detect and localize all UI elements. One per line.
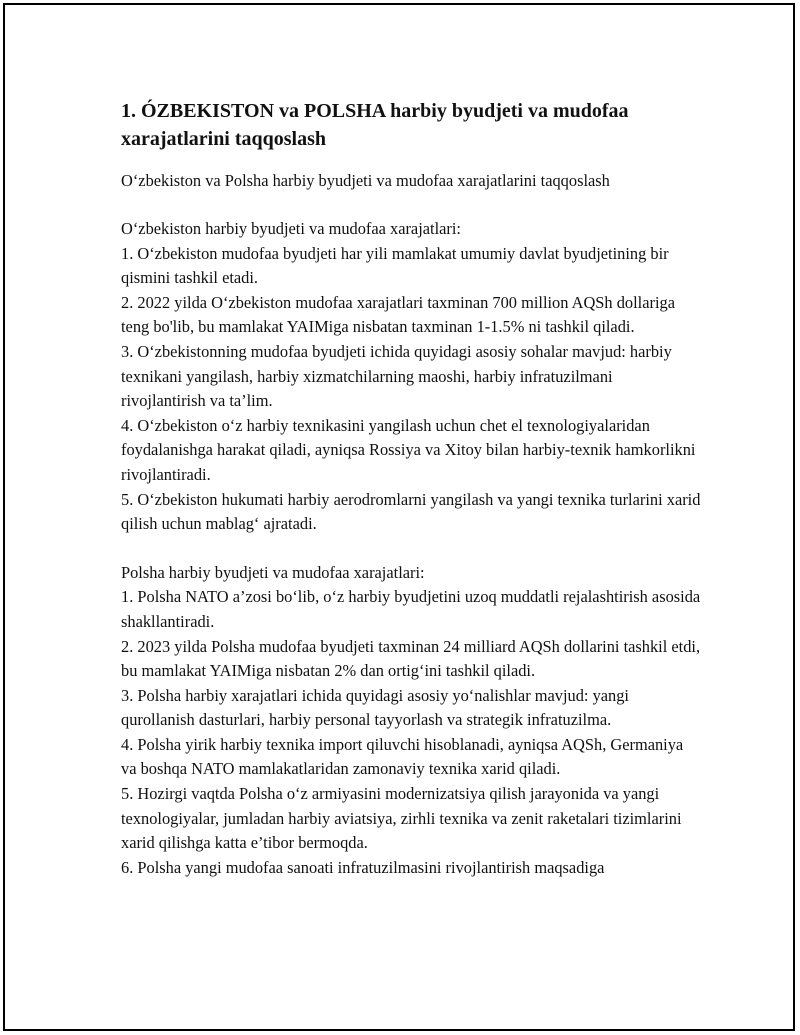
list-item: 2. 2023 yilda Polsha mudofaa byudjeti taxminan 24 milliard AQSh dollarini tashkil etdi, bu mamlakat YAIMiga nisbatan 2% dan ortig‘ini tashkil qiladi. (121, 636, 705, 681)
list-item: 4. O‘zbekiston o‘z harbiy texnikasini yangilash uchun chet el texnologiyalaridan foydalanishga harakat qiladi, ayniqsa Rossiya va Xitoy bilan harbiy-texnik hamkorlikni rivojlantiradi. (121, 415, 700, 484)
document-subtitle: O‘zbekiston va Polsha harbiy byudjeti va mudofaa xarajatlarini taqqoslash (121, 171, 610, 190)
list-item: 1. O‘zbekiston mudofaa byudjeti har yili mamlakat umumiy davlat byudjetining bir qismini tashkil etadi. (121, 243, 673, 288)
list-item: 5. Hozirgi vaqtda Polsha o‘z armiyasini modernizatsiya qilish jarayonida va yangi texnologiyalar, jumladan harbiy aviatsiya, zirhli texnika va zenit raketalari tizimlarini xarid qilishga katta e’tibor bermoqda. (121, 784, 686, 853)
page-frame (3, 3, 795, 1031)
list-item: 1. Polsha NATO a’zosi bo‘lib, o‘z harbiy byudjetini uzoq muddatli rejalashtirish asosida shakllantiradi. (121, 587, 705, 631)
list-item: 2. 2022 yilda O‘zbekiston mudofaa xarajatlari taxminan 700 million AQSh dollariga teng bo'lib, bu mamlakat YAIMiga nisbatan taxminan 1-1.5% ni tashkil qiladi. (121, 292, 680, 337)
document-body (121, 97, 705, 904)
document-title: 1. ÓZBEKISTON va POLSHA harbiy byudjeti va mudofaa xarajatlarini taqqoslash (121, 100, 629, 150)
list-item: 5. O‘zbekiston hukumati harbiy aerodromlarni yangilash va yangi texnika turlarini xarid qilish uchun mablag‘ ajratadi. (121, 489, 705, 534)
list-item: 3. Polsha harbiy xarajatlari ichida quyidagi asosiy yo‘nalishlar mavjud: yangi qurollanish dasturlari, harbiy personal tayyorlash va strategik infratuzilma. (121, 685, 634, 730)
section-heading: O‘zbekiston harbiy byudjeti va mudofaa xarajatlari: (121, 219, 461, 238)
list-item: 3. O‘zbekistonning mudofaa byudjeti ichida quyidagi asosiy sohalar mavjud: harbiy texnikani yangilash, harbiy xizmatchilarning maoshi, harbiy infratuzilmani rivojlantirish va ta’lim. (121, 341, 676, 411)
list-item: 6. Polsha yangi mudofaa sanoati infratuzilmasini rivojlantirish maqsadiga (121, 857, 605, 877)
uzbekistan-section (121, 217, 705, 537)
poland-section (121, 561, 705, 881)
section-heading: Polsha harbiy byudjeti va mudofaa xarajatlari: (121, 562, 425, 582)
list-item: 4. Polsha yirik harbiy texnika import qiluvchi hisoblanadi, ayniqsa AQSh, Germaniya va boshqa NATO mamlakatlaridan zamonaviy texnika xarid qiladi. (121, 734, 688, 779)
